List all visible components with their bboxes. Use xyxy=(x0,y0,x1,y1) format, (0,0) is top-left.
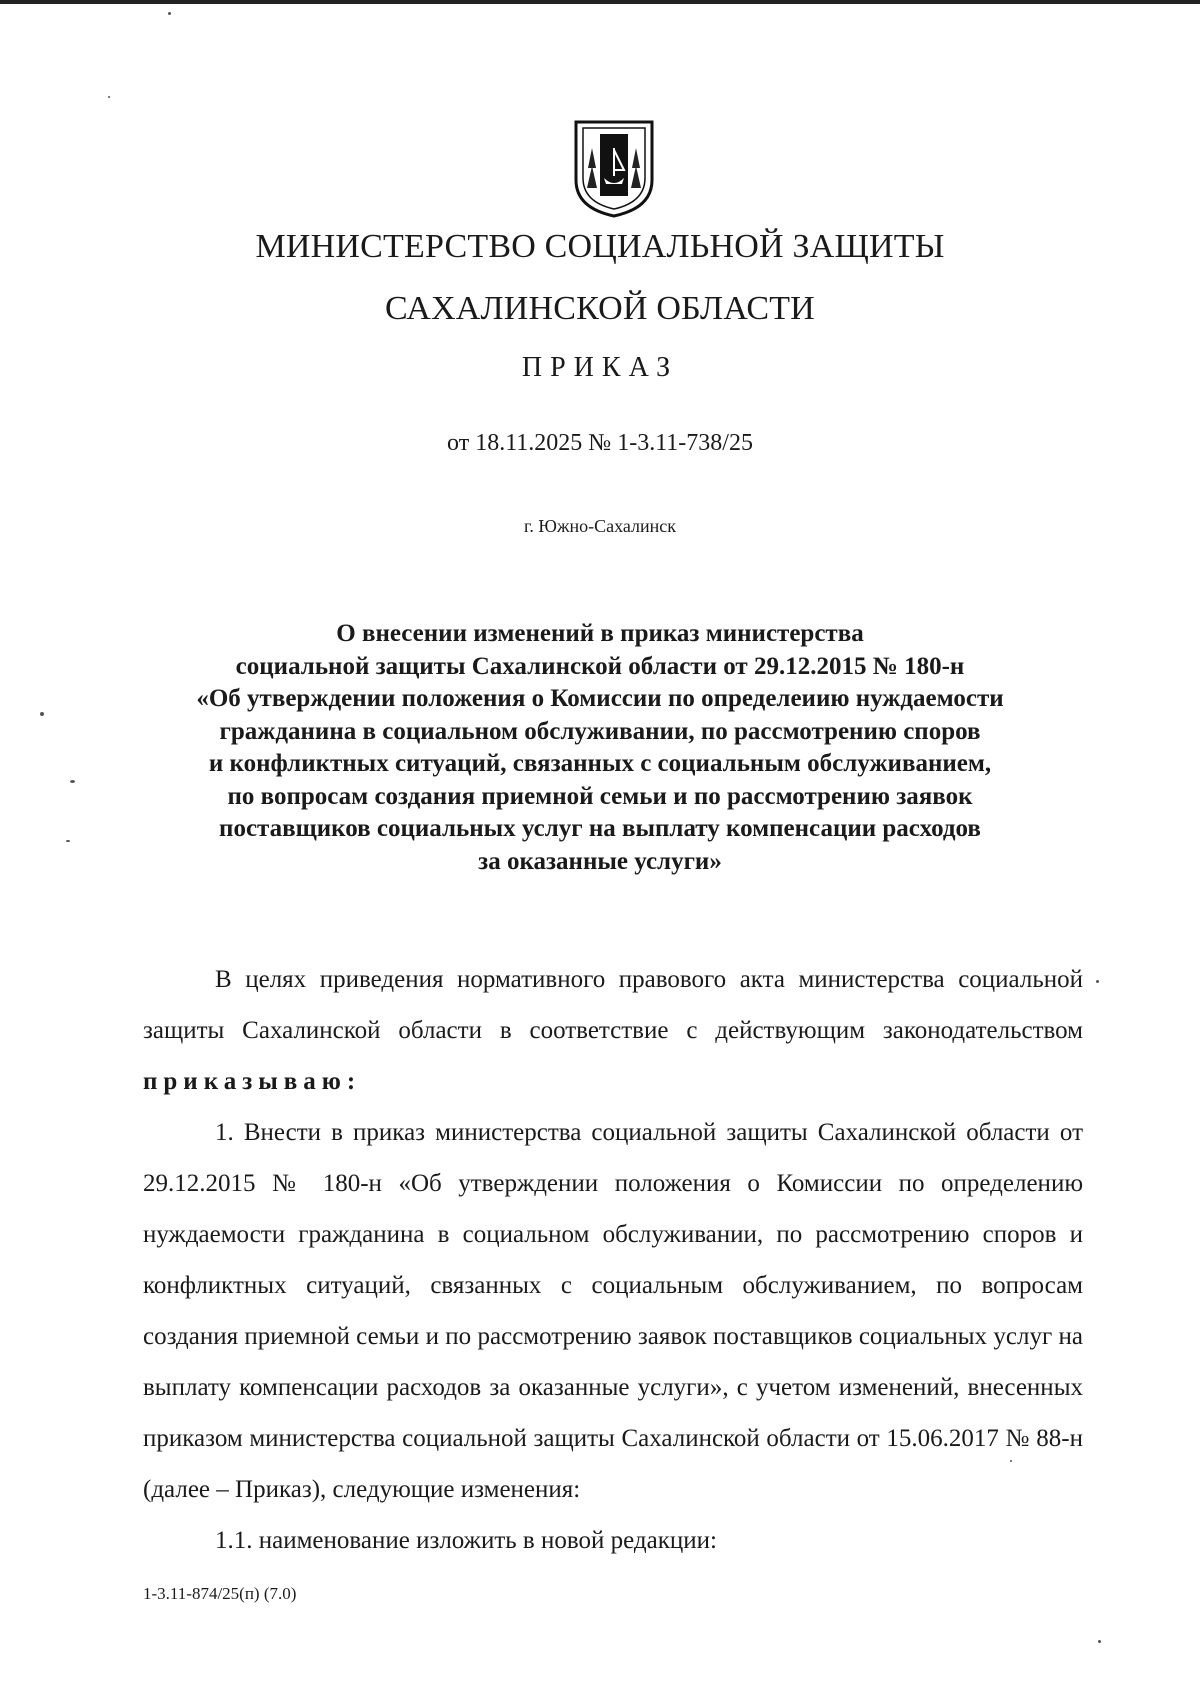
ministry-name-line2: САХАЛИНСКОЙ ОБЛАСТИ xyxy=(385,290,815,327)
scan-speck xyxy=(108,96,110,98)
order-body xyxy=(143,954,1083,1566)
scan-speck xyxy=(1096,980,1099,983)
order-number: от 18.11.2025 № 1-3.11-738/25 xyxy=(447,430,753,456)
preamble-paragraph xyxy=(143,954,1083,1107)
coat-of-arms-icon xyxy=(570,118,658,218)
order-verb: приказываю: xyxy=(143,1068,362,1095)
document-code: 1-3.11-874/25(п) (7.0) xyxy=(143,1584,297,1603)
document-type: ПРИКАЗ xyxy=(521,352,679,383)
ministry-name-line1: МИНИСТЕРСТВО СОЦИАЛЬНОЙ ЗАЩИТЫ xyxy=(255,228,945,265)
title-line: поставщиков социальных услуг на выплату компенсации расходов xyxy=(219,815,981,842)
title-line: по вопросам создания приемной семьи и по рассмотрению заявок xyxy=(227,782,973,810)
title-line: и конфликтных ситуаций, связанных с социальным обслуживанием, xyxy=(208,750,992,777)
order-title xyxy=(130,618,1070,878)
title-line: «Об утверждении положения о Комиссии по определеиию нуждаемости xyxy=(196,685,1004,712)
title-line: социальной защиты Сахалинской области от 29.12.2015 № 180-н xyxy=(235,652,965,680)
item-1-paragraph: 1. Внести в приказ министерства социальной защиты Сахалинской области от 29.12.2015 № 180-н «Об утверждении положения о Комиссии по определению нуждаемости гражданина в социальном обслуживании, по рассмотрению споров и конфликтных ситуаций, связанных с социальным обслуживанием, по вопросам создания приемной семьи и по рассмотрению заявок поставщиков социальных услуг на выплату компенсации расходов за оказанные услуги», с учетом изменений, внесенных приказом министерства социальной защиты Сахалинской области от 15.06.2017 № 88-н (далее – Приказ), следующие изменения: xyxy=(143,1119,1083,1503)
scan-speck xyxy=(1010,1460,1012,1462)
title-line: за оказанные услуги» xyxy=(478,847,722,875)
title-line: О внесении изменений в приказ министерства xyxy=(336,620,864,647)
city: г. Южно-Сахалинск xyxy=(523,516,677,536)
scan-speck xyxy=(168,12,171,15)
scan-speck xyxy=(70,780,75,783)
title-line: гражданина в социальном обслуживании, по рассмотрению споров xyxy=(219,717,981,745)
scan-speck xyxy=(66,840,70,842)
scan-speck xyxy=(40,712,44,716)
preamble-text: В целях приведения нормативного правового акта министерства социальной защиты Сахалинской области в соответствие с действующим законодательством xyxy=(143,966,1083,1044)
scan-top-edge xyxy=(0,0,1200,4)
scan-speck xyxy=(1098,1640,1101,1643)
item-1-1-paragraph: 1.1. наименование изложить в новой редакции: xyxy=(215,1527,717,1554)
